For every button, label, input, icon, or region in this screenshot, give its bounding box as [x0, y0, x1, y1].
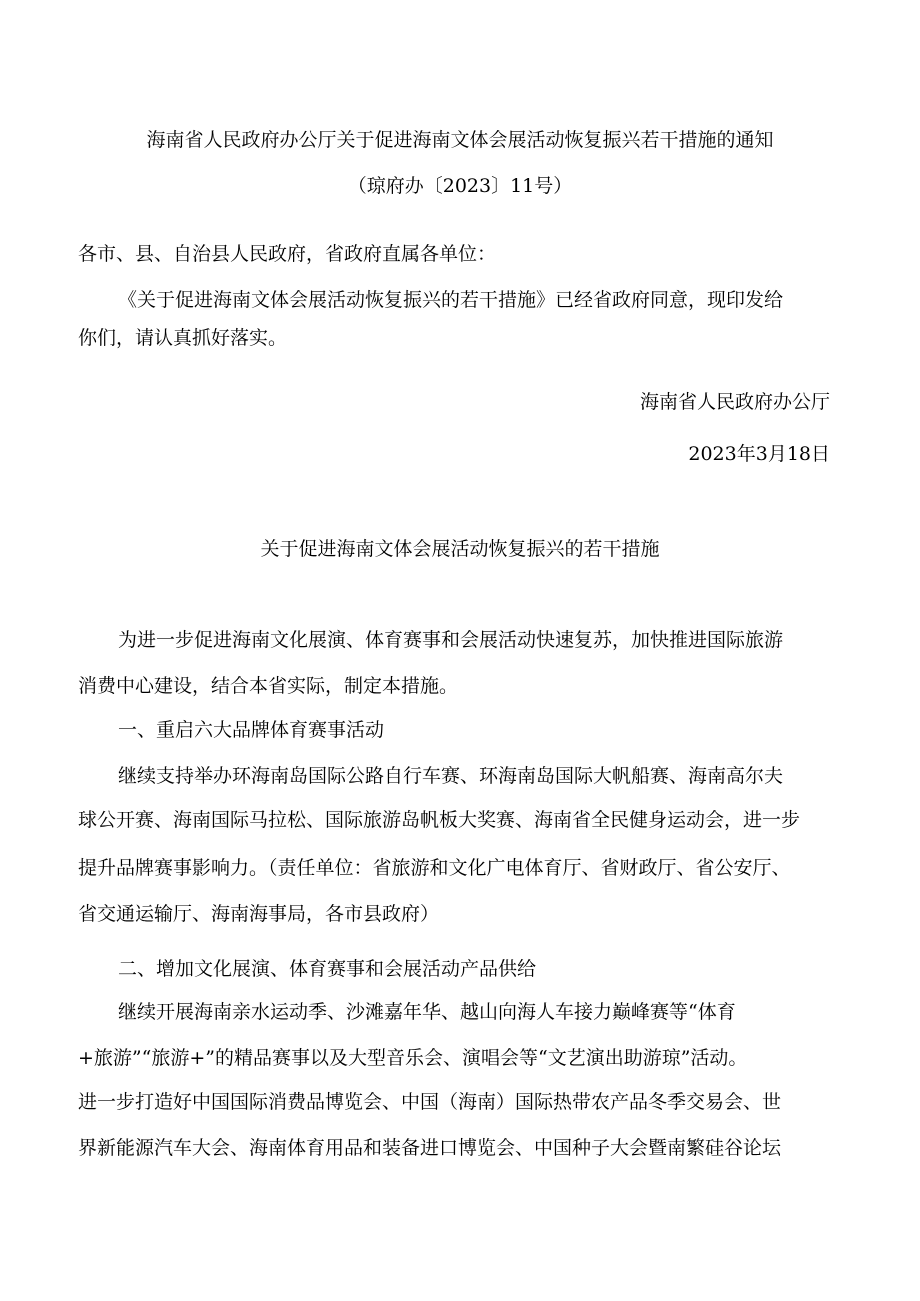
salutation: 各市、县、自治县人民政府，省政府直属各单位： — [78, 243, 497, 265]
measures-title: 关于促进海南文体会展活动恢复振兴的若干措施 — [260, 538, 660, 560]
section-heading: 一、重启六大品牌体育赛事活动 — [118, 719, 385, 741]
section-paragraph-line: +旅游”“旅游+”的精品赛事以及大型音乐会、演唱会等“文艺演出助游琼”活动。 — [78, 1047, 748, 1069]
notice-body-line: 《关于促进海南文体会展活动恢复振兴的若干措施》已经省政府同意，现印发给 — [118, 289, 784, 311]
notice-title: 海南省人民政府办公厅关于促进海南文体会展活动恢复振兴若干措施的通知 — [146, 129, 774, 151]
section-paragraph-line: 省交通运输厅、海南海事局，各市县政府） — [78, 903, 440, 925]
document-number: （琼府办〔2023〕11号） — [347, 175, 573, 197]
section-paragraph-line: 进一步打造好中国国际消费品博览会、中国（海南）国际热带农产品冬季交易会、世 — [78, 1091, 782, 1113]
section-heading: 二、增加文化展演、体育赛事和会展活动产品供给 — [118, 958, 537, 980]
notice-body-line: 你们，请认真抓好落实。 — [78, 327, 288, 349]
intro-paragraph-line: 为进一步促进海南文化展演、体育赛事和会展活动快速复苏，加快推进国际旅游 — [118, 629, 784, 651]
issuer: 海南省人民政府办公厅 — [639, 391, 830, 413]
intro-paragraph-line: 消费中心建设，结合本省实际，制定本措施。 — [78, 675, 459, 697]
section-paragraph-line: 球公开赛、海南国际马拉松、国际旅游岛帆板大奖赛、海南省全民健身运动会，进一步 — [78, 809, 801, 831]
section-paragraph-line: 继续支持举办环海南岛国际公路自行车赛、环海南岛国际大帆船赛、海南高尔夫 — [118, 765, 784, 787]
issue-date: 2023年3月18日 — [688, 443, 830, 465]
section-paragraph-line: 继续开展海南亲水运动季、沙滩嘉年华、越山向海人车接力巅峰赛等“体育 — [118, 1001, 736, 1023]
section-paragraph-line: 提升品牌赛事影响力。（责任单位：省旅游和文化广电体育厅、省财政厅、省公安厅、 — [78, 857, 791, 879]
section-paragraph-line: 界新能源汽车大会、海南体育用品和装备进口博览会、中国种子大会暨南繁硅谷论坛 — [78, 1137, 782, 1159]
